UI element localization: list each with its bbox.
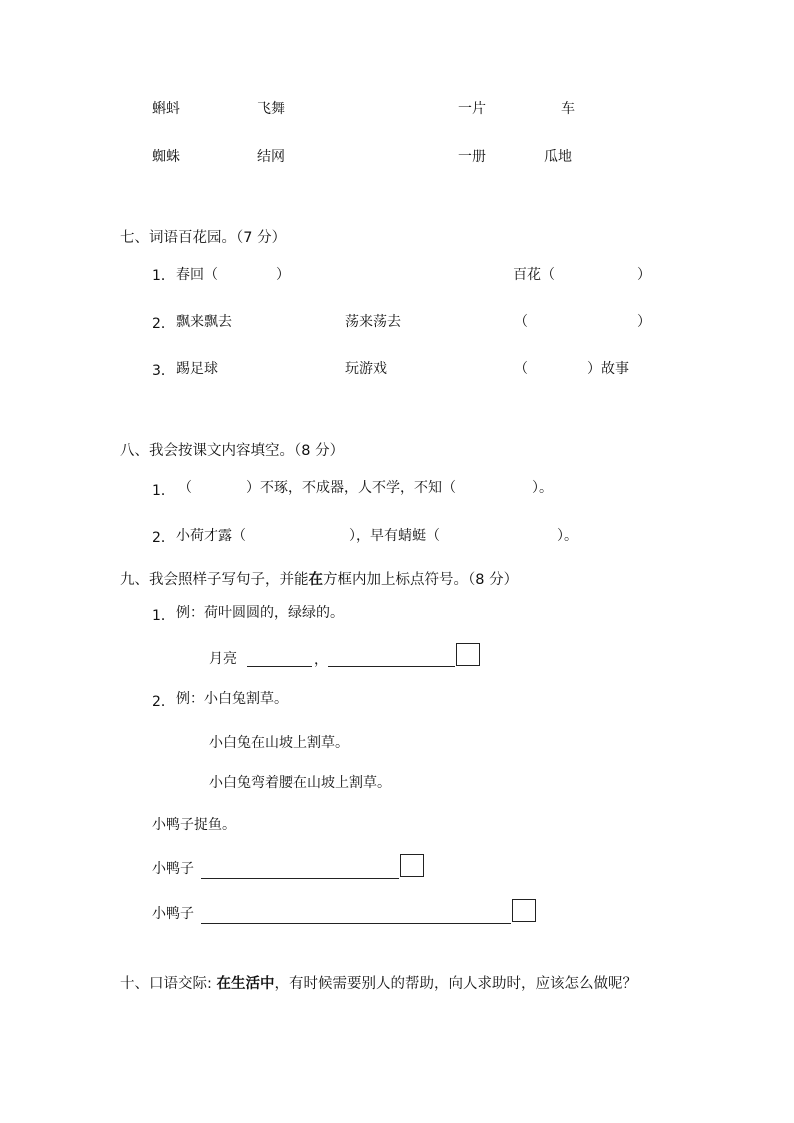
section-7-title: 七、词语百花园。（7 分） [120, 230, 287, 246]
blank-prompt: 春回（ [176, 267, 218, 283]
task-sentence: 小鸭子捉鱼。 [152, 817, 236, 833]
punctuation-box[interactable] [400, 854, 424, 877]
q-number: 1． [152, 608, 175, 624]
match-word: 飞舞 [257, 101, 285, 117]
title-part: 在 [308, 572, 323, 588]
blank-open: （ [178, 480, 192, 496]
match-word: 一册 [458, 149, 486, 165]
word: 玩游戏 [345, 361, 387, 377]
blank-prompt: 百花（ [513, 267, 555, 283]
example-sentence: 例：小白兔割草。 [176, 691, 288, 707]
blank-open: （ [514, 361, 528, 377]
section-10-title [120, 975, 637, 993]
q-number: 1． [152, 483, 175, 499]
title-part: 在生活中 [216, 976, 275, 992]
comma: ， [314, 652, 328, 668]
answer-prompt: 月亮 [209, 651, 237, 667]
answer-prompt: 小鸭子 [152, 861, 194, 877]
answer-line[interactable] [247, 666, 312, 667]
blank-close: ）故事 [587, 361, 629, 377]
q-number: 1． [152, 268, 175, 284]
word: 踢足球 [176, 361, 218, 377]
sentence-text: 小荷才露（ [176, 528, 246, 544]
match-word: 蜘蛛 [152, 149, 180, 165]
answer-line[interactable] [328, 666, 455, 667]
blank-open: （ [514, 314, 528, 330]
match-word: 一片 [458, 101, 486, 117]
match-word: 车 [561, 101, 575, 117]
blank-close: ） [637, 267, 651, 283]
punctuation-box[interactable] [512, 899, 536, 922]
blank-close: ） [637, 314, 651, 330]
q-number: 2． [152, 694, 175, 710]
blank-close: ） [276, 267, 290, 283]
match-word: 蝌蚪 [152, 101, 180, 117]
match-word: 瓜地 [544, 149, 572, 165]
q-number: 2． [152, 316, 175, 332]
answer-prompt: 小鸭子 [152, 906, 194, 922]
title-part: 九、我会照样子写句子，并能 [120, 572, 309, 588]
answer-line[interactable] [201, 878, 399, 879]
title-part: ，有时候需要别人的帮助，向人求助时，应该怎么做呢？ [274, 976, 637, 992]
q-number: 2． [152, 530, 175, 546]
sentence-end: ）。 [532, 480, 553, 496]
answer-line[interactable] [201, 923, 511, 924]
match-word: 结网 [257, 149, 285, 165]
q-number: 3． [152, 363, 175, 379]
title-part: 十、口语交际: [120, 976, 212, 992]
example-sentence: 小白兔弯着腰在山坡上割草。 [209, 775, 391, 791]
example-sentence: 例：荷叶圆圆的，绿绿的。 [176, 605, 344, 621]
word: 荡来荡去 [345, 314, 401, 330]
word: 飘来飘去 [176, 314, 232, 330]
section-8-title: 八、我会按课文内容填空。（8 分） [120, 443, 345, 459]
sentence-text: ），早有蜻蜓（ [349, 528, 440, 544]
sentence-text: ）不琢，不成器，人不学，不知（ [246, 480, 456, 496]
punctuation-box[interactable] [456, 643, 480, 666]
title-part: 方框内加上标点符号。（8 分） [323, 572, 519, 588]
section-9-title [120, 571, 518, 589]
example-sentence: 小白兔在山坡上割草。 [209, 735, 349, 751]
sentence-end: ）。 [557, 528, 578, 544]
